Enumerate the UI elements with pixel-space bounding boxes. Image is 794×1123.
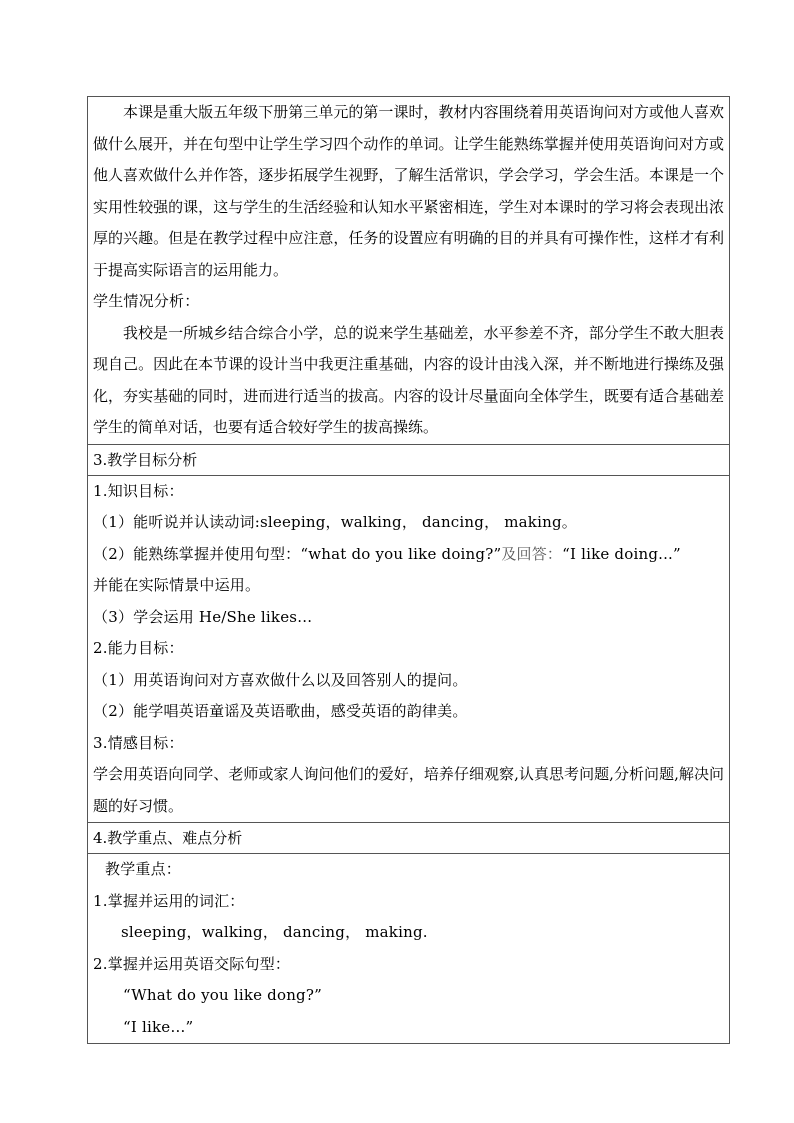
keypoints-heading-row [88, 823, 730, 854]
intro-row [88, 97, 730, 445]
keypoints-heading: 4.教学重点、难点分析 [88, 823, 730, 854]
student-analysis-heading: 学生情况分析： [93, 292, 200, 310]
ability-goal-item-2: （2）能学唱英语童谣及英语歌曲，感受英语的韵律美。 [93, 702, 468, 720]
knowledge-goal-item-2-answer: “I like doing...” [562, 544, 681, 563]
emotion-goal-title: 3.情感目标： [93, 733, 184, 752]
knowledge-goal-item-2-answer-label: 及回答： [501, 544, 563, 563]
ability-goal-title: 2.能力目标： [93, 639, 184, 657]
keypoints-cell [88, 854, 730, 1044]
student-analysis-paragraph: 我校是一所城乡结合综合小学，总的说来学生基础差，水平参差不齐，部分学生不敢大胆表现自己。因此在本节课的设计当中我更注重基础，内容的设计由浅入深，并不断地进行操练及强化，夯实基础的同时，进而进行适当的拔高。内容的设计尽量面向全体学生，既要有适合基础差学生的简单对话，也要有适合较好学生的拔高操练。 [93, 323, 724, 436]
knowledge-goal-item-1: （1）能听说并认读动词:sleeping，walking， dancing， making。 [93, 513, 577, 531]
teaching-focus-title: 教学重点： [105, 860, 182, 878]
knowledge-goal-title: 1.知识目标： [93, 481, 184, 500]
textbook-analysis-paragraph: 本课是重大版五年级下册第三单元的第一课时，教材内容围绕着用英语询问对方或他人喜欢做什么展开，并在句型中让学生学习四个动作的单词。让学生能熟练掌握并使用英语询问对方或他人喜欢做什么并作答，逐步拓展学生视野，了解生活常识，学会学习，学会生活。本课是一个实用性较强的课，这与学生的生活经验和认知水平紧密相连，学生对本课时的学习将会表现出浓厚的兴趣。但是在教学过程中应注意，任务的设置应有明确的目的并具有可操作性，这样才有利于提高实际语言的运用能力。 [93, 103, 724, 279]
sentence-pattern-1: “What do you like dong?” [123, 986, 322, 1004]
goals-heading-row [88, 444, 730, 475]
keypoints-row [88, 854, 730, 1044]
knowledge-goal-item-2-sentence: （2）能熟练掌握并使用句型：“what do you like doing?” [93, 544, 502, 563]
goals-cell [88, 475, 730, 823]
knowledge-goal-item-3: （3）学会运用 He/She likes… [93, 607, 313, 626]
sentence-pattern-title: 2.掌握并运用英语交际句型： [93, 954, 291, 973]
ability-goal-item-1: （1）用英语询问对方喜欢做什么以及回答别人的提问。 [93, 670, 468, 689]
intro-cell [88, 97, 730, 445]
emotion-goal-text: 学会用英语向同学、老师或家人询问他们的爱好，培养仔细观察,认真思考问题,分析问题,解决问题的好习惯。 [93, 765, 724, 815]
lesson-plan-table [87, 96, 730, 1044]
goals-row [88, 475, 730, 823]
sentence-pattern-2: “I like…” [123, 1017, 194, 1036]
knowledge-goal-item-2 [93, 539, 724, 571]
goals-heading: 3.教学目标分析 [88, 444, 730, 475]
knowledge-goal-item-2-continued: 并能在实际情景中运用。 [93, 576, 261, 594]
vocabulary-title: 1.掌握并运用的词汇： [93, 891, 245, 910]
vocabulary-words: sleeping，walking， dancing， making. [121, 923, 428, 941]
